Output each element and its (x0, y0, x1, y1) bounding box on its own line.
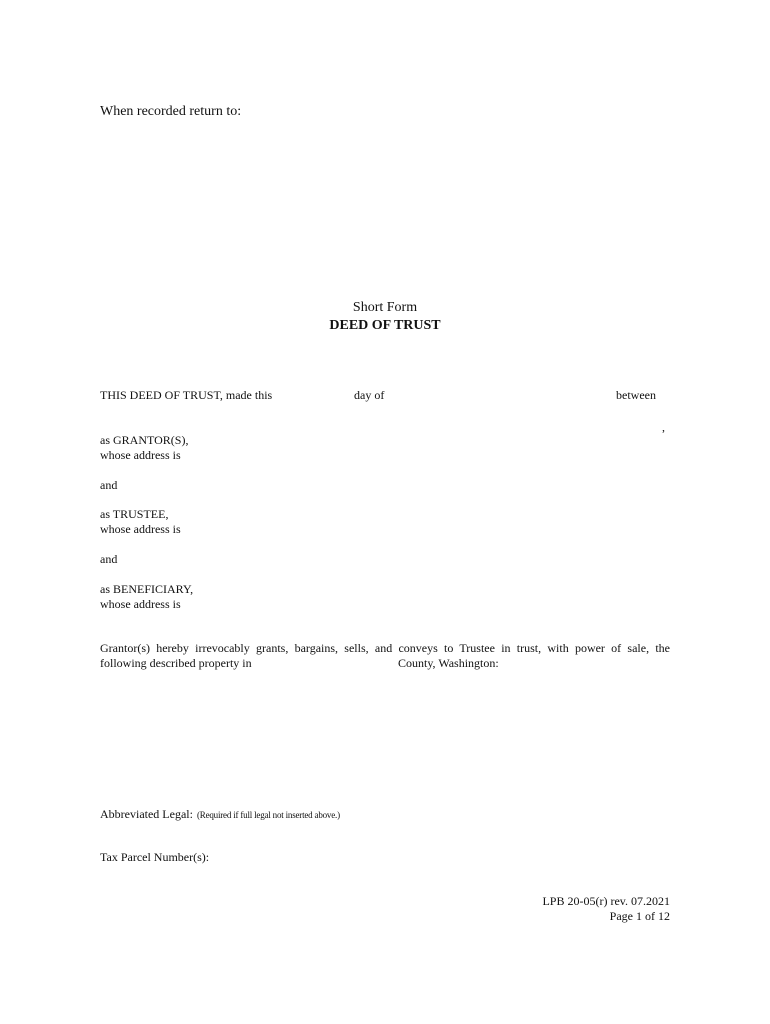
abbreviated-legal-label: Abbreviated Legal: (100, 807, 193, 821)
and-separator-2: and (100, 552, 118, 566)
footer (542, 894, 670, 924)
grant-clause-line-1: Grantor(s) hereby irrevocably grants, bargains, sells, and conveys to Trustee in trust, with power of sale, the (100, 641, 670, 655)
tax-parcel-label: Tax Parcel Number(s): (100, 850, 210, 864)
county-washington-label: County, Washington: (398, 656, 499, 670)
beneficiary-label: as BENEFICIARY, (100, 582, 194, 596)
document-title: DEED OF TRUST (329, 318, 441, 333)
beneficiary-address-label: whose address is (100, 597, 181, 611)
trustee-label: as TRUSTEE, (100, 507, 169, 521)
grantor-address-label: whose address is (100, 448, 181, 462)
and-separator-1: and (100, 478, 118, 492)
form-number: LPB 20-05(r) rev. 07.2021 (542, 894, 670, 908)
abbreviated-legal-line (100, 805, 340, 823)
grant-clause-line-2: following described property in (100, 656, 252, 670)
intro-comma: , (662, 420, 665, 434)
intro-day-of: day of (354, 388, 385, 402)
form-subtitle: Short Form (352, 300, 418, 315)
trustee-address-label: whose address is (100, 522, 181, 536)
grantor-label: as GRANTOR(S), (100, 433, 189, 447)
return-to-heading: When recorded return to: (100, 104, 242, 119)
intro-between: between (616, 388, 656, 402)
abbreviated-legal-note: (Required if full legal not inserted above.) (196, 810, 340, 820)
intro-made-this: THIS DEED OF TRUST, made this (100, 388, 273, 402)
page-number: Page 1 of 12 (609, 909, 670, 923)
